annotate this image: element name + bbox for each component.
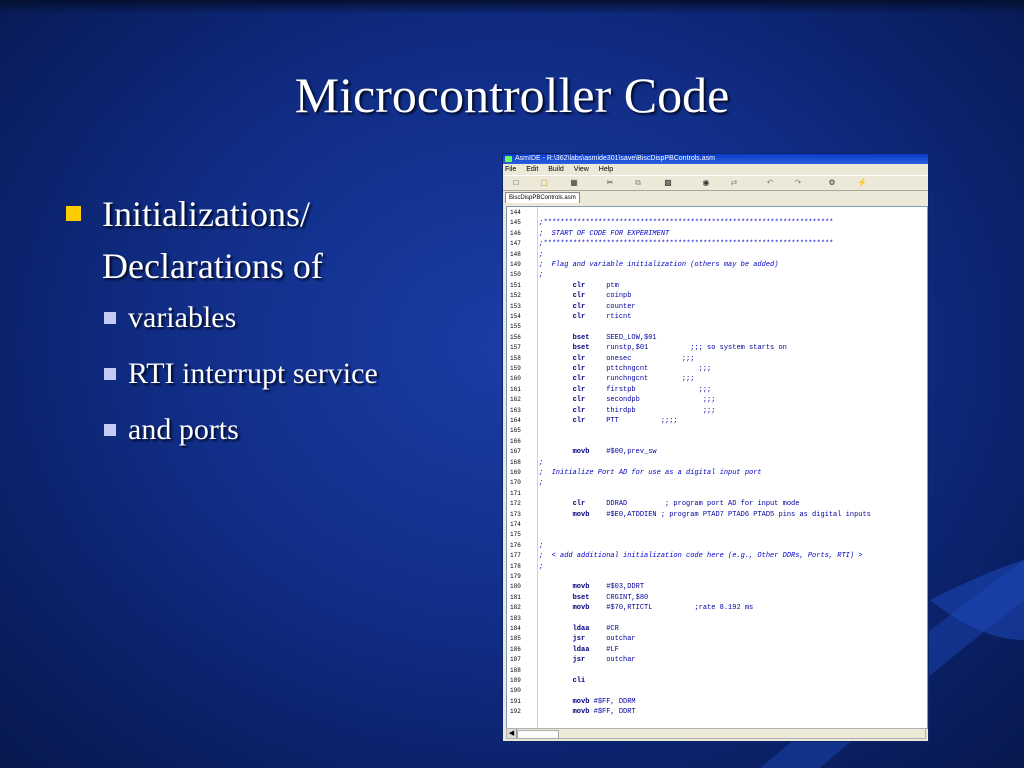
instruction-mnemonic: clr <box>572 500 586 509</box>
menu-bar <box>503 164 928 175</box>
code-line[interactable] <box>507 385 927 395</box>
code-line[interactable] <box>507 302 927 312</box>
square-bullet-icon <box>104 312 116 324</box>
code-line[interactable] <box>507 676 927 686</box>
code-text: clr pttchngcnt ;;; <box>572 365 712 373</box>
code-text: clr firstpb ;;; <box>572 385 712 394</box>
square-bullet-icon <box>104 424 116 436</box>
line-number: 189 <box>510 677 521 684</box>
instruction-mnemonic: clr <box>572 354 586 363</box>
instruction-mnemonic: movb <box>572 604 590 613</box>
line-number: 191 <box>510 697 521 705</box>
build-icon[interactable]: ⚙ <box>828 178 836 187</box>
sub-bullet-variables <box>102 300 388 335</box>
slide-title: Microcontroller Code <box>294 67 730 123</box>
code-line[interactable] <box>507 655 927 665</box>
line-number: 180 <box>510 583 521 591</box>
code-line[interactable] <box>507 510 927 520</box>
code-line[interactable] <box>507 593 927 603</box>
code-line[interactable] <box>507 333 927 343</box>
sub-bullet-rti <box>102 356 388 391</box>
code-line[interactable] <box>507 374 927 384</box>
line-number: 154 <box>510 313 521 320</box>
code-line[interactable] <box>507 520 927 530</box>
instruction-mnemonic: clr <box>572 375 586 384</box>
code-line[interactable] <box>507 478 927 488</box>
code-line[interactable] <box>507 530 927 540</box>
code-text: ; <box>539 541 544 550</box>
instruction-mnemonic: movb <box>572 583 590 592</box>
code-text: ; START OF CODE FOR EXPERIMENT <box>539 229 670 238</box>
bullet-initializations <box>62 188 482 447</box>
line-number: 187 <box>510 656 521 664</box>
line-number: 155 <box>510 323 521 331</box>
line-number: 184 <box>510 625 521 632</box>
scrollbar-thumb[interactable] <box>517 730 559 739</box>
code-line[interactable] <box>507 291 927 301</box>
code-text: movb #$E0,ATDDIEN ; program PTAD7 PTAD6 PTAD5 pins as digital inputs <box>572 510 871 519</box>
instruction-mnemonic: clr <box>572 281 586 290</box>
instruction-mnemonic: clr <box>572 406 586 415</box>
replace-icon[interactable]: ⇄ <box>730 178 738 187</box>
code-text: ; Initialize Port AD for use as a digital input port <box>539 469 762 477</box>
menu-file[interactable]: File <box>505 166 517 173</box>
line-number: 186 <box>510 645 521 653</box>
code-line[interactable] <box>507 260 927 270</box>
code-text: clr DDRAD ; program port AD for input mode <box>572 500 800 509</box>
new-file-icon[interactable]: □ <box>513 178 519 187</box>
code-text: jsr outchar <box>572 656 636 665</box>
line-number: 166 <box>510 437 521 445</box>
line-number: 157 <box>510 344 521 352</box>
line-number: 156 <box>510 333 521 341</box>
code-line[interactable] <box>507 697 927 707</box>
code-line[interactable] <box>507 250 927 260</box>
code-text: ; <box>539 250 544 259</box>
asmide-window <box>502 153 929 742</box>
line-number: 146 <box>510 229 521 237</box>
code-text: clr runchngcnt ;;; <box>572 375 695 384</box>
code-text: clr ptm <box>572 281 619 290</box>
code-line[interactable] <box>507 208 927 218</box>
instruction-mnemonic: jsr <box>572 656 586 665</box>
undo-icon[interactable]: ↶ <box>766 178 774 187</box>
square-bullet-icon <box>104 368 116 380</box>
code-line[interactable] <box>507 447 927 457</box>
code-text: clr counter <box>572 302 636 311</box>
code-text: movb #$FF, DDRT <box>572 708 636 717</box>
code-text: movb #$00,prev_sw <box>572 448 657 457</box>
bullet-text: Initializations/ Declarations of <box>102 194 323 286</box>
code-editor[interactable] <box>506 206 928 729</box>
instruction-mnemonic: movb <box>572 708 590 717</box>
code-line[interactable] <box>507 322 927 332</box>
redo-icon[interactable]: ↷ <box>794 178 802 187</box>
line-number: 168 <box>510 458 521 466</box>
instruction-mnemonic: clr <box>572 313 586 321</box>
code-line[interactable] <box>507 416 927 426</box>
line-number: 162 <box>510 396 521 404</box>
code-text: clr onesec ;;; <box>572 354 695 363</box>
line-number: 169 <box>510 469 521 476</box>
line-number: 150 <box>510 271 521 279</box>
instruction-mnemonic: clr <box>572 385 586 394</box>
line-number: 147 <box>510 240 521 248</box>
window-title: AsmIDE - R:\362\labs\asmide301\save\BiscDispPBControls.asm <box>515 155 715 162</box>
line-number: 188 <box>510 666 521 674</box>
scroll-left-icon[interactable]: ◀ <box>507 729 517 738</box>
cut-icon[interactable]: ✂ <box>606 178 614 187</box>
code-text: clr PTT ;;;; <box>572 417 678 425</box>
line-number: 183 <box>510 614 521 622</box>
copy-icon[interactable]: ⧉ <box>635 178 641 187</box>
menu-view[interactable]: View <box>573 166 589 173</box>
code-text <box>539 676 585 686</box>
code-text: clr secondpb ;;; <box>572 396 716 405</box>
line-number: 178 <box>510 562 521 570</box>
sub-bullet-list <box>102 300 482 447</box>
code-line[interactable] <box>507 707 927 717</box>
sub-bullet-text: variables <box>128 301 237 334</box>
instruction-mnemonic: ldaa <box>572 625 590 633</box>
line-number: 160 <box>510 375 521 383</box>
code-text: bset SEED_LOW,$01 <box>572 333 657 342</box>
code-text: ;********************************************************************* <box>539 219 834 228</box>
code-text: ; <box>539 458 544 467</box>
code-text: bset CRGINT,$80 <box>572 593 649 602</box>
line-number: 175 <box>510 531 521 539</box>
instruction-mnemonic: bset <box>572 593 590 602</box>
window-titlebar[interactable] <box>503 154 928 164</box>
code-line[interactable] <box>507 499 927 509</box>
line-number: 182 <box>510 604 521 612</box>
line-number: 164 <box>510 417 521 424</box>
line-number: 172 <box>510 500 521 508</box>
tab-bar <box>503 191 928 203</box>
line-number: 171 <box>510 489 521 497</box>
open-folder-icon[interactable]: ▢ <box>540 178 548 187</box>
code-line[interactable] <box>507 395 927 405</box>
line-number: 185 <box>510 635 521 643</box>
code-text: ldaa #CR <box>572 625 619 633</box>
code-line[interactable] <box>507 458 927 468</box>
instruction-mnemonic: ldaa <box>572 645 590 654</box>
horizontal-scrollbar[interactable] <box>506 728 926 739</box>
code-text: clr thirdpb ;;; <box>572 406 716 415</box>
toolbar <box>503 175 928 191</box>
code-line[interactable] <box>507 614 927 624</box>
line-number: 174 <box>510 521 521 528</box>
code-line[interactable] <box>507 312 927 322</box>
code-text: ; Flag and variable initialization (others may be added) <box>539 261 779 269</box>
line-number: 145 <box>510 219 521 227</box>
code-text: clr coinpb <box>572 292 632 301</box>
app-icon <box>505 156 512 162</box>
code-text: clr rticnt <box>572 313 632 321</box>
code-line[interactable] <box>507 281 927 291</box>
code-text: jsr outchar <box>572 635 636 644</box>
sub-bullet-text: RTI interrupt service <box>128 357 378 390</box>
line-number: 158 <box>510 354 521 362</box>
instruction-mnemonic: movb <box>572 510 590 519</box>
code-line[interactable] <box>507 551 927 561</box>
line-number: 165 <box>510 427 521 435</box>
code-line[interactable] <box>507 645 927 655</box>
code-text: movb #$FF, DDRM <box>572 697 636 706</box>
code-line[interactable] <box>507 582 927 592</box>
code-line[interactable] <box>507 603 927 613</box>
instruction-mnemonic: cli <box>572 677 586 685</box>
line-number: 170 <box>510 479 521 487</box>
find-icon[interactable]: ◉ <box>702 178 710 187</box>
line-number: 144 <box>510 209 521 216</box>
paste-icon[interactable]: ▩ <box>664 178 672 187</box>
code-text: ; <box>539 562 544 571</box>
code-line[interactable] <box>507 364 927 374</box>
code-line[interactable] <box>507 541 927 551</box>
instruction-mnemonic: jsr <box>572 635 586 644</box>
instruction-mnemonic: clr <box>572 302 586 311</box>
instruction-mnemonic: bset <box>572 344 590 353</box>
save-icon[interactable]: ▦ <box>570 178 578 187</box>
code-text: movb #$70,RTICTL ;rate 8.192 ms <box>572 604 754 613</box>
line-number: 152 <box>510 292 521 300</box>
code-line[interactable] <box>507 270 927 280</box>
line-number: 151 <box>510 281 521 289</box>
instruction-mnemonic: clr <box>572 365 586 373</box>
code-line[interactable] <box>507 218 927 228</box>
code-line[interactable] <box>507 489 927 499</box>
line-number: 177 <box>510 552 521 560</box>
square-bullet-icon <box>66 206 81 221</box>
code-text: ; <box>539 271 544 280</box>
line-number: 167 <box>510 448 521 456</box>
instruction-mnemonic: clr <box>572 396 586 405</box>
line-number: 148 <box>510 250 521 258</box>
line-number: 149 <box>510 261 521 268</box>
menu-edit[interactable]: Edit <box>526 166 539 173</box>
code-line[interactable] <box>507 406 927 416</box>
code-text: bset runstp,$01 ;;; so system starts on <box>572 344 787 353</box>
code-line[interactable] <box>507 634 927 644</box>
line-number: 159 <box>510 365 521 372</box>
line-number: 181 <box>510 593 521 601</box>
menu-help[interactable]: Help <box>598 166 614 173</box>
code-line[interactable] <box>507 468 927 478</box>
sub-bullet-text: and ports <box>128 413 239 446</box>
line-number: 163 <box>510 406 521 414</box>
line-number: 176 <box>510 541 521 549</box>
code-text: ldaa #LF <box>572 645 619 654</box>
instruction-mnemonic: movb <box>572 697 590 706</box>
code-line[interactable] <box>507 426 927 436</box>
code-line[interactable] <box>507 686 927 696</box>
line-number: 153 <box>510 302 521 310</box>
sub-bullet-ports <box>102 412 388 447</box>
line-number: 179 <box>510 573 521 580</box>
code-text: ; <box>539 479 544 488</box>
tab-biscdisppbcontrols[interactable]: BiscDispPBControls.asm <box>505 192 580 203</box>
instruction-mnemonic: clr <box>572 417 586 425</box>
instruction-mnemonic: bset <box>572 333 590 342</box>
line-number: 190 <box>510 687 521 695</box>
code-line[interactable] <box>507 624 927 634</box>
code-text: movb #$03,DDRT <box>572 583 645 592</box>
code-line[interactable] <box>507 229 927 239</box>
menu-build[interactable]: Build <box>548 166 564 173</box>
code-line[interactable] <box>507 562 927 572</box>
run-icon[interactable]: ⚡ <box>857 178 867 187</box>
code-line[interactable] <box>507 343 927 353</box>
instruction-mnemonic: clr <box>572 292 586 301</box>
line-number: 173 <box>510 510 521 518</box>
code-line[interactable] <box>507 354 927 364</box>
instruction-mnemonic: movb <box>572 448 590 457</box>
line-number: 161 <box>510 385 521 393</box>
code-line[interactable] <box>507 437 927 447</box>
line-number: 192 <box>510 708 521 716</box>
code-line[interactable] <box>507 239 927 249</box>
code-text: ; < add additional initialization code here (e.g., Other DDRs, Ports, RTI) > <box>539 552 863 561</box>
code-line[interactable] <box>507 666 927 676</box>
bullet-list <box>62 188 482 468</box>
code-text: ;********************************************************************* <box>539 240 834 249</box>
code-line[interactable] <box>507 572 927 582</box>
